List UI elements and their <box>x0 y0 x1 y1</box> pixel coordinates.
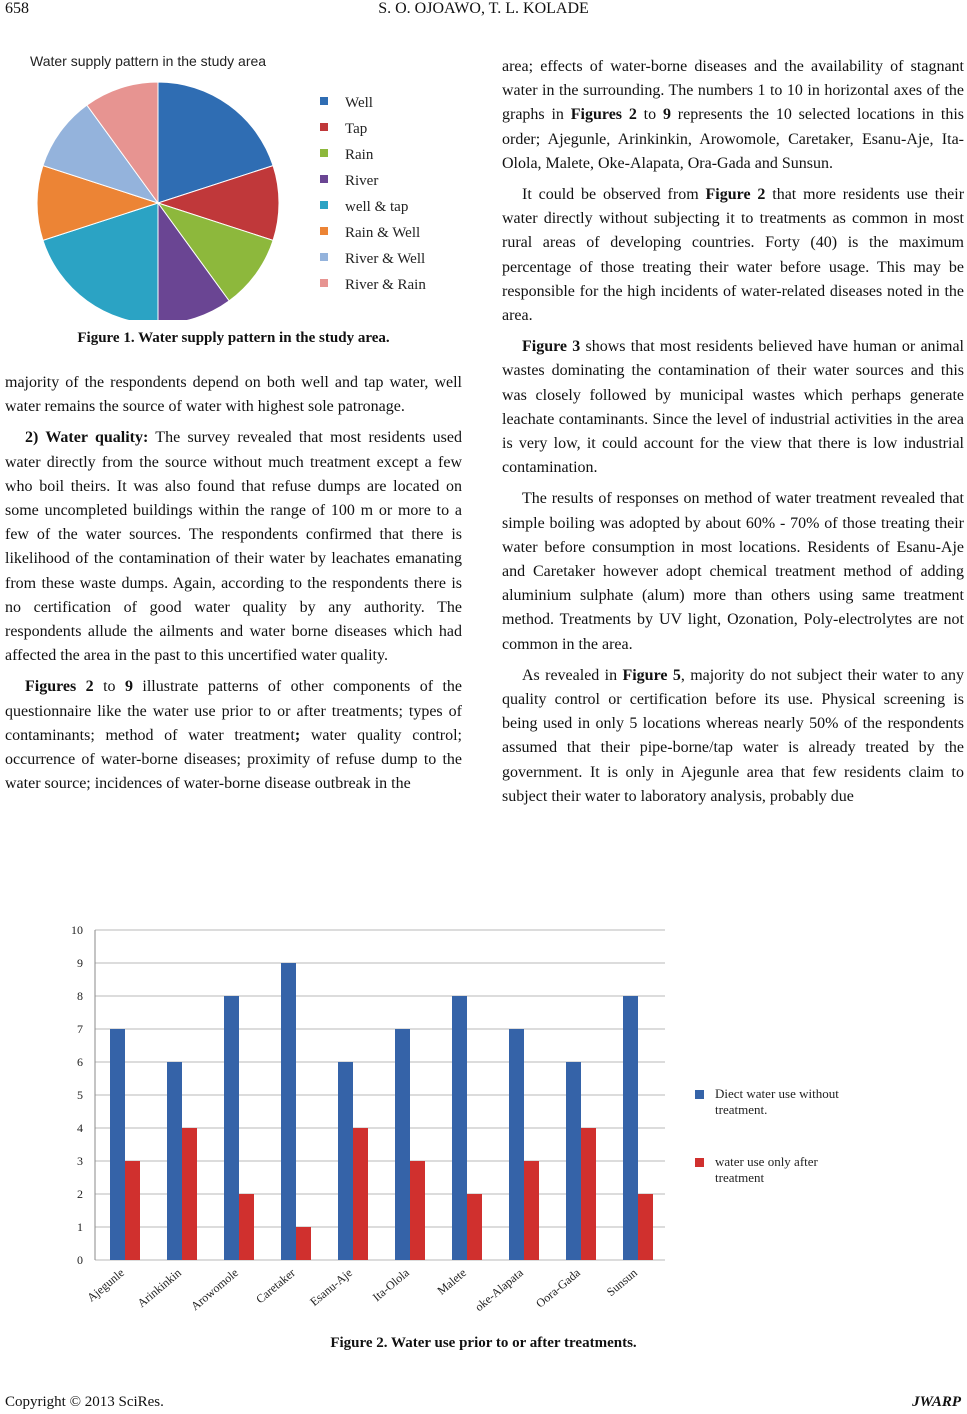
y-tick-label: 8 <box>77 989 83 1003</box>
legend-swatch-series-2 <box>695 1158 704 1167</box>
legend-swatch-river-rain <box>320 279 328 287</box>
bar-after-treatment-sunsun <box>638 1194 653 1260</box>
paragraph-locations: area; effects of water-borne diseases and the availability of stagnant water in the surrounding. The numbers 1 to 10 in horizontal axes of the graphs in Figures 2 to 9 represents the 10 selected locations in this order; Ajegunle, Arinkinkin, Arowomole, Caretaker, Esanu-Aje, Ita-Olola, Malete, Oke-Alapata, Ora-Gada and Sunsun. <box>502 58 965 172</box>
legend-label-series-1: Diect water use without treatment. <box>715 1086 839 1117</box>
pie-legend <box>320 95 426 293</box>
legend-swatch-rain-well <box>320 227 328 235</box>
footer-journal: JWARP <box>912 1394 961 1410</box>
bar-after-treatment-arowomole <box>239 1194 254 1260</box>
legend-label-series-2: water use only after treatment <box>715 1154 818 1185</box>
bar-after-treatment-arinkinkin <box>182 1128 197 1260</box>
bar-group <box>110 963 653 1260</box>
legend-label-river: River <box>345 173 379 189</box>
paragraph-1: majority of the respondents depend on both well and tap water, well water remains the source of water with highest sole patronage. <box>5 374 462 416</box>
legend-swatch-tap <box>320 123 328 131</box>
legend-swatch-well <box>320 97 328 105</box>
y-tick-label: 9 <box>77 956 83 970</box>
bar-after-treatment-oke-alapata <box>524 1161 539 1260</box>
bar-chart-figure-2 <box>55 920 915 1330</box>
paragraph-figure-3: Figure 3 shows that most residents believed have human or animal wastes dominating the contamination of their water sources and this was closely followed by municipal wastes which perhaps generate leachate contaminants. Since the level of industrial activities in the area is very low, it could account for the view that there is low industrial contamination. <box>502 338 964 477</box>
running-head <box>0 0 967 22</box>
left-column <box>5 371 462 796</box>
pie-chart-title: Water supply pattern in the study area <box>30 53 267 69</box>
legend-label-well: Well <box>345 95 373 111</box>
right-column <box>502 55 964 809</box>
bar-direct-use-oke-alapata <box>509 1029 524 1260</box>
legend-swatch-series-1 <box>695 1090 704 1099</box>
legend-label-rain-well: Rain & Well <box>345 225 421 241</box>
page-number: 658 <box>5 0 29 17</box>
legend-label-river-well: River & Well <box>345 251 426 267</box>
bar-after-treatment-ita-olola <box>410 1161 425 1260</box>
legend-swatch-river <box>320 175 328 183</box>
x-category-label: Ita-Olola <box>369 1265 412 1305</box>
legend-label-well-tap: well & tap <box>345 199 409 215</box>
x-category-label: Esanu-Aje <box>307 1265 355 1309</box>
legend-swatch-river-well <box>320 253 328 261</box>
y-tick-label: 10 <box>71 923 83 937</box>
bar-direct-use-arowomole <box>224 996 239 1260</box>
bar-direct-use-ajegunle <box>110 1029 125 1260</box>
y-tick-label: 3 <box>77 1154 83 1168</box>
bar-after-treatment-ajegunle <box>125 1161 140 1260</box>
bar-direct-use-ita-olola <box>395 1029 410 1260</box>
paragraph-figure-2: It could be observed from Figure 2 that more residents use their water directly without subjecting it to treatments as common in most rural areas of developing countries. Forty (40) is the maximum percentage of those treating their water before usage. This may be responsible for the high incidents of water-related diseases noted in the area. <box>502 186 965 325</box>
x-category-label: Sunsun <box>603 1265 640 1300</box>
bar-after-treatment-caretaker <box>296 1227 311 1260</box>
y-tick-label: 7 <box>77 1022 83 1036</box>
y-tick-label: 5 <box>77 1088 83 1102</box>
bar-direct-use-sunsun <box>623 996 638 1260</box>
figure-2-caption: Figure 2. Water use prior to or after treatments. <box>330 1335 637 1351</box>
legend-label-river-rain: River & Rain <box>345 277 426 293</box>
bar-direct-use-oora-gada <box>566 1062 581 1260</box>
bar-after-treatment-malete <box>467 1194 482 1260</box>
legend-label-rain: Rain <box>345 147 374 163</box>
paragraph-water-quality: 2) Water quality: The survey revealed that most residents used water directly from the source without much treatment except a few who boil theirs. It was also found that refuse dumps are located on some uncompleted buildings within the range of 100 m or more to a few of the water sources. The respondents confirmed that there is likelihood of the contamination of their water by leachates emanating from these waste dumps. Again, according to the respondents there is no certification of good water quality by any authority. The respondents allude the ailments and water borne diseases which had affected the area in the past to this uncertified water quality. <box>5 429 463 665</box>
x-category-label: oke-Alapata <box>472 1265 526 1314</box>
y-tick-label: 0 <box>77 1253 83 1267</box>
water-quality-heading: 2) Water quality: <box>25 429 149 447</box>
x-category-label: Oora-Gada <box>533 1265 583 1311</box>
paragraph-treatment: The results of responses on method of water treatment revealed that simple boiling was adopted by about 60% - 70% of those treating their water before consumption in most locations. Residents of Esanu-Aje and Caretaker however adopt chemical treatment method of adding aluminium sulphate (alum) more than others using same treatment method. Treatments by UV light, Ozonation, Poly-electrolytes are not common in the area. <box>502 490 964 653</box>
y-tick-label: 4 <box>77 1121 83 1135</box>
x-category-label: Ajegunle <box>84 1265 127 1305</box>
footer-copyright: Copyright © 2013 SciRes. <box>5 1394 164 1410</box>
x-category-label: Malete <box>434 1265 469 1298</box>
paragraph-figure-5: As revealed in Figure 5, majority do not subject their water to any quality control or certification before its use. Physical screening is being used in only 5 locations whereas nearly 50% of the respondents assumed that their pipe-borne/tap water is already treated by the government. It is only in Ajegunle area that few residents claim to subject their water to laboratory analysis, probably due <box>502 666 965 805</box>
x-category-label: Caretaker <box>253 1265 298 1307</box>
figure-1-caption: Figure 1. Water supply pattern in the study area. <box>77 330 390 346</box>
legend-label-tap: Tap <box>345 121 368 137</box>
bar-direct-use-malete <box>452 996 467 1260</box>
bar-legend <box>695 1086 839 1185</box>
y-tick-label: 2 <box>77 1187 83 1201</box>
x-category-label: Arowomole <box>188 1265 241 1314</box>
x-category-label: Arinkinkin <box>134 1265 184 1311</box>
bar-direct-use-arinkinkin <box>167 1062 182 1260</box>
bar-direct-use-esanu-aje <box>338 1062 353 1260</box>
bar-direct-use-caretaker <box>281 963 296 1260</box>
running-head-authors: S. O. OJOAWO, T. L. KOLADE <box>378 0 589 17</box>
bar-after-treatment-oora-gada <box>581 1128 596 1260</box>
pie-chart-figure-1 <box>28 48 438 320</box>
paragraph-figures-intro: Figures 2 to 9 illustrate patterns of other components of the questionnaire like the water use prior to or after treatments; types of contaminants; method of water treatment; water quality control; occurrence of water-borne diseases; proximity of refuse dump to the water source; incidences of water-borne disease outbreak in the <box>5 678 462 793</box>
bar-after-treatment-esanu-aje <box>353 1128 368 1260</box>
y-tick-label: 6 <box>77 1055 83 1069</box>
legend-swatch-well-tap <box>320 201 328 209</box>
y-tick-label: 1 <box>77 1220 83 1234</box>
pie-slices <box>37 82 279 320</box>
legend-swatch-rain <box>320 149 328 157</box>
